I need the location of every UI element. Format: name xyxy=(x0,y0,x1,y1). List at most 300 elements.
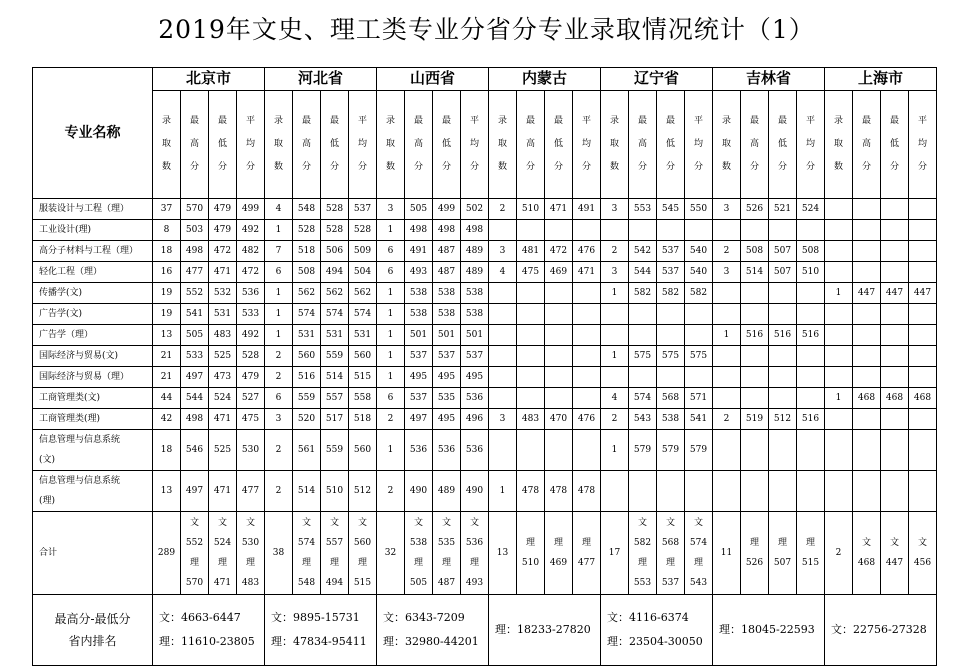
data-cell: 6 xyxy=(265,388,293,409)
total-score-line: 理 xyxy=(329,558,339,568)
total-score-cell xyxy=(181,512,209,595)
data-cell: 548 xyxy=(293,199,321,220)
metric-header-char: 分 xyxy=(413,162,423,172)
data-cell: 37 xyxy=(153,199,181,220)
data-cell xyxy=(769,367,797,388)
total-score-cell xyxy=(629,512,657,595)
province-header: 内蒙古 xyxy=(489,68,601,91)
data-cell: 475 xyxy=(517,262,545,283)
data-cell: 536 xyxy=(461,388,489,409)
data-cell: 1 xyxy=(265,304,293,325)
rank-cell xyxy=(377,595,489,666)
metric-header-char: 数 xyxy=(497,162,507,172)
data-cell: 13 xyxy=(153,325,181,346)
metric-header-char: 录 xyxy=(497,116,507,126)
data-cell: 492 xyxy=(237,325,265,346)
data-cell xyxy=(573,325,601,346)
data-cell: 517 xyxy=(321,409,349,430)
data-cell: 502 xyxy=(461,199,489,220)
total-score-cell xyxy=(349,512,377,595)
data-cell: 512 xyxy=(769,409,797,430)
total-score-line: 理 xyxy=(189,558,199,568)
data-cell xyxy=(853,262,881,283)
data-cell xyxy=(741,283,769,304)
total-score-line: 文 xyxy=(441,518,451,528)
data-cell xyxy=(629,471,657,512)
admission-table xyxy=(32,67,937,666)
total-score-line: 理 xyxy=(637,558,647,568)
metric-header-char: 分 xyxy=(693,162,703,172)
metric-header xyxy=(321,91,349,199)
data-cell: 1 xyxy=(377,325,405,346)
total-score-line: 文 xyxy=(889,538,899,548)
total-score-line: 文 xyxy=(469,518,479,528)
data-cell: 19 xyxy=(153,283,181,304)
data-cell: 521 xyxy=(769,199,797,220)
data-cell: 525 xyxy=(209,430,237,471)
major-name: 广告学（理） xyxy=(33,325,153,346)
data-cell xyxy=(517,220,545,241)
table-row xyxy=(33,471,937,512)
total-score-cell xyxy=(909,512,937,595)
metric-header xyxy=(153,91,181,199)
total-score-line: 526 xyxy=(745,558,764,568)
data-cell xyxy=(545,346,573,367)
data-cell: 475 xyxy=(237,409,265,430)
data-cell xyxy=(853,325,881,346)
rank-line: 理：23504-30050 xyxy=(607,635,703,648)
rank-label-line: 最高分-最低分 xyxy=(54,612,131,626)
data-cell: 575 xyxy=(629,346,657,367)
metric-header-char: 均 xyxy=(245,139,255,149)
data-cell: 499 xyxy=(433,199,461,220)
data-cell: 545 xyxy=(657,199,685,220)
data-cell xyxy=(909,409,937,430)
data-cell xyxy=(881,220,909,241)
data-cell: 491 xyxy=(405,241,433,262)
data-cell: 479 xyxy=(209,199,237,220)
data-cell: 528 xyxy=(237,346,265,367)
table-row xyxy=(33,346,937,367)
total-score-line: 理 xyxy=(777,538,787,548)
metric-header xyxy=(797,91,825,199)
data-cell: 1 xyxy=(601,346,629,367)
table-row xyxy=(33,325,937,346)
data-cell: 472 xyxy=(545,241,573,262)
data-cell: 13 xyxy=(153,471,181,512)
data-cell: 490 xyxy=(405,471,433,512)
data-cell: 498 xyxy=(461,220,489,241)
data-cell: 501 xyxy=(433,325,461,346)
data-cell: 582 xyxy=(629,283,657,304)
data-cell xyxy=(489,220,517,241)
data-cell: 560 xyxy=(349,346,377,367)
total-score-line: 文 xyxy=(189,518,199,528)
metric-header-char: 平 xyxy=(917,116,927,126)
data-cell: 505 xyxy=(405,199,433,220)
data-cell: 472 xyxy=(209,241,237,262)
metric-header-char: 平 xyxy=(245,116,255,126)
data-cell: 541 xyxy=(685,409,713,430)
total-score-line: 理 xyxy=(301,558,311,568)
data-cell xyxy=(713,388,741,409)
data-cell xyxy=(825,220,853,241)
data-cell: 472 xyxy=(237,262,265,283)
metric-header-char: 取 xyxy=(273,139,283,149)
data-cell xyxy=(825,367,853,388)
data-cell: 525 xyxy=(209,346,237,367)
data-cell xyxy=(769,346,797,367)
total-count: 2 xyxy=(825,512,853,595)
metric-header-char: 均 xyxy=(469,139,479,149)
metric-header-char: 最 xyxy=(889,116,899,126)
data-cell: 516 xyxy=(797,325,825,346)
data-cell: 1 xyxy=(377,304,405,325)
total-score-cell xyxy=(853,512,881,595)
total-count: 38 xyxy=(265,512,293,595)
data-cell: 471 xyxy=(209,262,237,283)
data-cell: 537 xyxy=(405,346,433,367)
data-cell xyxy=(489,304,517,325)
data-cell: 3 xyxy=(377,199,405,220)
data-cell xyxy=(741,471,769,512)
metric-header-char: 分 xyxy=(441,162,451,172)
total-score-line: 552 xyxy=(185,538,204,548)
data-cell: 497 xyxy=(405,409,433,430)
metric-header-char: 取 xyxy=(833,139,843,149)
metric-header-char: 分 xyxy=(357,162,367,172)
major-name: 工商管理类(理) xyxy=(33,409,153,430)
total-score-cell xyxy=(433,512,461,595)
total-score-cell xyxy=(321,512,349,595)
data-cell xyxy=(909,471,937,512)
metric-header-char: 高 xyxy=(861,139,871,149)
data-cell: 537 xyxy=(433,346,461,367)
data-cell: 19 xyxy=(153,304,181,325)
metric-header-char: 最 xyxy=(217,116,227,126)
data-cell xyxy=(657,325,685,346)
total-score-line: 文 xyxy=(413,518,423,528)
data-cell: 543 xyxy=(629,409,657,430)
province-header: 上海市 xyxy=(825,68,937,91)
metric-header xyxy=(349,91,377,199)
data-cell xyxy=(825,304,853,325)
data-cell: 537 xyxy=(461,346,489,367)
data-cell: 447 xyxy=(909,283,937,304)
data-cell xyxy=(825,430,853,471)
major-name-line: 信息管理与信息系统 xyxy=(39,435,121,445)
metric-header-char: 录 xyxy=(385,116,395,126)
data-cell: 497 xyxy=(181,471,209,512)
data-cell: 495 xyxy=(433,367,461,388)
rank-line: 理：47834-95411 xyxy=(271,635,367,648)
data-cell xyxy=(881,325,909,346)
metric-header-char: 高 xyxy=(189,139,199,149)
data-cell xyxy=(769,304,797,325)
total-score-line: 568 xyxy=(661,538,680,548)
data-cell: 508 xyxy=(293,262,321,283)
data-cell xyxy=(713,346,741,367)
table-row xyxy=(33,220,937,241)
data-cell xyxy=(489,388,517,409)
table-row xyxy=(33,241,937,262)
data-cell xyxy=(545,304,573,325)
total-score-cell xyxy=(797,512,825,595)
data-cell: 1 xyxy=(265,283,293,304)
total-score-cell xyxy=(741,512,769,595)
metric-header-char: 最 xyxy=(301,116,311,126)
data-cell xyxy=(657,471,685,512)
data-cell: 497 xyxy=(181,367,209,388)
metric-header-char: 高 xyxy=(525,139,535,149)
data-cell: 2 xyxy=(265,367,293,388)
data-cell: 574 xyxy=(293,304,321,325)
data-cell: 560 xyxy=(349,430,377,471)
data-cell xyxy=(769,471,797,512)
data-cell: 530 xyxy=(237,430,265,471)
total-score-line: 505 xyxy=(409,578,428,588)
data-cell xyxy=(601,471,629,512)
metric-header-char: 分 xyxy=(889,162,899,172)
data-cell: 489 xyxy=(461,241,489,262)
data-cell: 468 xyxy=(881,388,909,409)
metric-header xyxy=(433,91,461,199)
metric-header-char: 均 xyxy=(917,139,927,149)
data-cell: 469 xyxy=(545,262,573,283)
data-cell xyxy=(489,346,517,367)
data-cell: 514 xyxy=(741,262,769,283)
total-score-line: 理 xyxy=(245,558,255,568)
data-cell: 6 xyxy=(265,262,293,283)
rank-cell xyxy=(489,595,601,666)
data-cell: 562 xyxy=(349,283,377,304)
metric-header-char: 平 xyxy=(357,116,367,126)
data-cell: 479 xyxy=(237,367,265,388)
data-cell: 473 xyxy=(209,367,237,388)
data-cell xyxy=(573,283,601,304)
data-cell xyxy=(881,409,909,430)
total-score-cell xyxy=(881,512,909,595)
data-cell: 538 xyxy=(461,304,489,325)
data-cell: 557 xyxy=(321,388,349,409)
data-cell xyxy=(797,220,825,241)
data-cell: 519 xyxy=(741,409,769,430)
data-cell xyxy=(517,346,545,367)
metric-header-char: 最 xyxy=(329,116,339,126)
rank-row xyxy=(33,595,937,666)
total-score-line: 文 xyxy=(917,538,927,548)
data-cell: 553 xyxy=(629,199,657,220)
data-cell: 2 xyxy=(265,346,293,367)
data-cell xyxy=(853,430,881,471)
total-score-line: 理 xyxy=(217,558,227,568)
data-cell: 532 xyxy=(209,283,237,304)
total-score-line: 理 xyxy=(357,558,367,568)
metric-header-char: 数 xyxy=(273,162,283,172)
total-score-line: 文 xyxy=(665,518,675,528)
major-name xyxy=(33,471,153,512)
data-cell: 524 xyxy=(797,199,825,220)
total-row xyxy=(33,512,937,595)
rank-cell xyxy=(713,595,825,666)
data-cell: 579 xyxy=(685,430,713,471)
total-score-line: 447 xyxy=(885,558,904,568)
data-cell: 1 xyxy=(377,346,405,367)
data-cell xyxy=(685,220,713,241)
data-cell xyxy=(545,388,573,409)
metric-header-char: 最 xyxy=(749,116,759,126)
table-row xyxy=(33,304,937,325)
data-cell: 21 xyxy=(153,346,181,367)
data-cell: 1 xyxy=(601,283,629,304)
metric-header-char: 数 xyxy=(385,162,395,172)
data-cell: 562 xyxy=(321,283,349,304)
metric-header-char: 取 xyxy=(161,139,171,149)
metric-header-char: 取 xyxy=(609,139,619,149)
data-cell xyxy=(685,325,713,346)
metric-header-char: 分 xyxy=(301,162,311,172)
total-score-line: 理 xyxy=(525,538,535,548)
data-cell: 1 xyxy=(377,283,405,304)
data-cell xyxy=(573,220,601,241)
page-title: 2019年文史、理工类专业分省分专业录取情况统计（1） xyxy=(158,15,815,44)
total-score-line: 471 xyxy=(213,578,232,588)
data-cell: 531 xyxy=(209,304,237,325)
total-score-line: 理 xyxy=(413,558,423,568)
data-cell: 4 xyxy=(601,388,629,409)
rank-line: 文：4663-6447 xyxy=(159,611,241,624)
data-cell: 516 xyxy=(769,325,797,346)
data-cell xyxy=(881,367,909,388)
metric-header xyxy=(685,91,713,199)
data-cell: 487 xyxy=(433,241,461,262)
metric-header-char: 最 xyxy=(525,116,535,126)
rank-cell xyxy=(825,595,937,666)
data-cell: 487 xyxy=(433,262,461,283)
data-cell: 501 xyxy=(461,325,489,346)
data-cell: 447 xyxy=(853,283,881,304)
metric-header-char: 录 xyxy=(721,116,731,126)
total-score-line: 理 xyxy=(441,558,451,568)
data-cell: 559 xyxy=(321,430,349,471)
data-cell: 1 xyxy=(265,220,293,241)
total-score-line: 535 xyxy=(437,538,456,548)
total-score-cell xyxy=(517,512,545,595)
data-cell xyxy=(909,304,937,325)
total-score-line: 456 xyxy=(913,558,932,568)
data-cell: 4 xyxy=(265,199,293,220)
total-score-line: 536 xyxy=(465,538,484,548)
data-cell xyxy=(573,388,601,409)
metric-header xyxy=(629,91,657,199)
metric-header-char: 分 xyxy=(525,162,535,172)
metric-header-char: 数 xyxy=(721,162,731,172)
total-score-line: 537 xyxy=(661,578,680,588)
data-cell: 498 xyxy=(181,409,209,430)
data-cell xyxy=(713,367,741,388)
data-cell xyxy=(489,325,517,346)
data-cell: 538 xyxy=(405,283,433,304)
total-score-line: 530 xyxy=(241,538,260,548)
metric-header-char: 低 xyxy=(441,139,451,149)
total-score-line: 483 xyxy=(241,578,260,588)
data-cell: 3 xyxy=(713,262,741,283)
data-cell: 476 xyxy=(573,241,601,262)
data-cell: 483 xyxy=(209,325,237,346)
total-score-line: 574 xyxy=(297,538,316,548)
major-name: 工业设计(理) xyxy=(33,220,153,241)
data-cell xyxy=(545,325,573,346)
metric-header-char: 分 xyxy=(581,162,591,172)
data-cell: 471 xyxy=(573,262,601,283)
data-cell xyxy=(909,241,937,262)
data-cell xyxy=(881,471,909,512)
metric-header xyxy=(573,91,601,199)
data-cell xyxy=(573,430,601,471)
data-cell xyxy=(741,220,769,241)
total-score-cell xyxy=(573,512,601,595)
data-cell: 546 xyxy=(181,430,209,471)
data-cell: 489 xyxy=(461,262,489,283)
data-cell: 6 xyxy=(377,388,405,409)
data-cell: 516 xyxy=(741,325,769,346)
metric-header-char: 高 xyxy=(637,139,647,149)
data-cell: 483 xyxy=(517,409,545,430)
data-cell xyxy=(797,283,825,304)
data-cell xyxy=(573,367,601,388)
data-cell xyxy=(825,409,853,430)
data-cell: 528 xyxy=(321,199,349,220)
rank-line: 文：22756-27328 xyxy=(831,623,927,636)
data-cell: 504 xyxy=(349,262,377,283)
data-cell xyxy=(545,220,573,241)
total-score-line: 理 xyxy=(553,538,563,548)
total-score-cell xyxy=(545,512,573,595)
total-score-line: 469 xyxy=(549,558,568,568)
data-cell: 541 xyxy=(181,304,209,325)
data-cell: 568 xyxy=(657,388,685,409)
data-cell xyxy=(601,304,629,325)
data-cell xyxy=(517,430,545,471)
rank-line: 文：6343-7209 xyxy=(383,611,465,624)
major-name xyxy=(33,430,153,471)
data-cell: 570 xyxy=(181,199,209,220)
data-cell: 42 xyxy=(153,409,181,430)
data-cell xyxy=(825,346,853,367)
major-name-line: (理) xyxy=(39,496,56,506)
rank-cell xyxy=(601,595,713,666)
data-cell xyxy=(881,346,909,367)
rank-cell xyxy=(153,595,265,666)
metric-header xyxy=(489,91,517,199)
data-cell: 4 xyxy=(489,262,517,283)
data-cell: 470 xyxy=(545,409,573,430)
metric-header xyxy=(181,91,209,199)
data-cell: 531 xyxy=(293,325,321,346)
data-cell xyxy=(657,367,685,388)
metric-header xyxy=(881,91,909,199)
data-cell: 499 xyxy=(237,199,265,220)
data-cell xyxy=(825,471,853,512)
total-score-cell xyxy=(769,512,797,595)
data-cell: 582 xyxy=(685,283,713,304)
major-name: 高分子材料与工程（理） xyxy=(33,241,153,262)
data-cell: 471 xyxy=(209,471,237,512)
rank-line: 文：9895-15731 xyxy=(271,611,360,624)
data-cell: 537 xyxy=(405,388,433,409)
data-cell: 2 xyxy=(265,471,293,512)
metric-header-char: 低 xyxy=(553,139,563,149)
